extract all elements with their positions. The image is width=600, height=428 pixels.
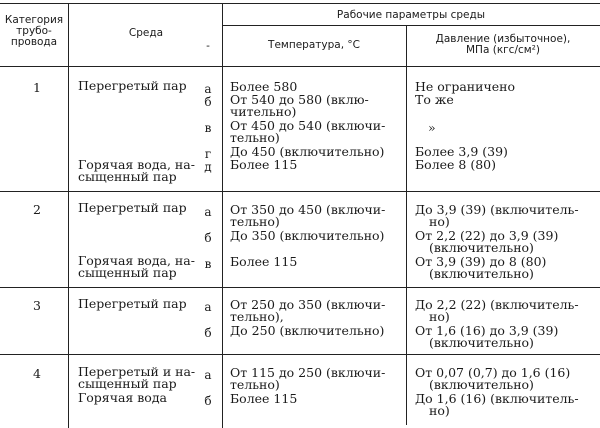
header-category: Категория трубо- провода xyxy=(4,14,64,48)
rule-top xyxy=(0,3,600,4)
pressure-cell: Более 8 (80) xyxy=(415,157,497,172)
temperature-cell: От 540 до 580 (вклю- чительно) xyxy=(230,92,369,119)
subrow-letter: а xyxy=(204,300,212,314)
pressure-cell: От 3,9 (39) до 8 (80) (включительно) xyxy=(415,254,547,281)
subrow-letter: а xyxy=(204,205,212,219)
rule-params-sub xyxy=(222,25,600,26)
temperature-cell: От 450 до 540 (включи- тельно) xyxy=(230,118,386,145)
temperature-cell: До 450 (включительно) xyxy=(230,144,385,159)
temperature-cell: Более 115 xyxy=(230,157,298,172)
medium-cell: Горячая вода, на- сыщенный пар xyxy=(78,253,195,280)
pressure-cell: От 2,2 (22) до 3,9 (39) (включительно) xyxy=(415,228,559,255)
medium-cell: Горячая вода, на- сыщенный пар xyxy=(78,157,195,184)
header-medium: Среда xyxy=(128,27,164,39)
pressure-cell: Не ограничено xyxy=(415,79,515,94)
medium-cell: Перегретый пар xyxy=(78,78,187,93)
header-temperature: Температура, °С xyxy=(268,39,360,51)
category-number: 3 xyxy=(33,298,41,313)
subrow-letter: д xyxy=(204,160,212,174)
category-number: 4 xyxy=(33,366,41,381)
medium-cell: Перегретый пар xyxy=(78,200,187,215)
temperature-cell: До 250 (включительно) xyxy=(230,323,385,338)
temperature-cell: До 350 (включительно) xyxy=(230,228,385,243)
medium-cell: Перегретый и на- сыщенный пар xyxy=(78,364,196,391)
pressure-cell: » xyxy=(428,120,436,135)
temperature-cell: От 115 до 250 (включи- тельно) xyxy=(230,365,386,392)
temperature-cell: Более 115 xyxy=(230,391,298,406)
subrow-letter: б xyxy=(204,95,212,109)
pressure-cell: То же xyxy=(415,92,454,107)
temperature-cell: От 250 до 350 (включи- тельно), xyxy=(230,297,386,324)
temperature-cell: Более 580 xyxy=(230,79,298,94)
subrow-letter: в xyxy=(204,121,212,135)
pressure-cell: До 2,2 (22) (включитель- но) xyxy=(415,297,579,324)
subrow-letter: а xyxy=(204,82,212,96)
subrow-letter: б xyxy=(204,231,212,245)
category-number: 1 xyxy=(33,80,41,95)
rule-header-bottom xyxy=(0,66,600,67)
header-dash: - xyxy=(206,40,210,52)
medium-cell: Перегретый пар xyxy=(78,296,187,311)
subrow-letter: а xyxy=(204,368,212,382)
subrow-letter: в xyxy=(204,257,212,271)
subrow-letter: г xyxy=(204,147,212,161)
medium-cell: Горячая вода xyxy=(78,390,167,405)
subrow-letter: б xyxy=(204,394,212,408)
pressure-cell: От 1,6 (16) до 3,9 (39) (включительно) xyxy=(415,323,559,350)
temperature-cell: Более 115 xyxy=(230,254,298,269)
rule-v-letter xyxy=(222,3,223,428)
header-params: Рабочие параметры среды xyxy=(336,9,486,21)
subrow-letter: б xyxy=(204,326,212,340)
rule-after-2 xyxy=(0,287,600,288)
pressure-cell: Более 3,9 (39) xyxy=(415,144,508,159)
rule-after-3 xyxy=(0,354,600,355)
pressure-cell: От 0,07 (0,7) до 1,6 (16) (включительно) xyxy=(415,365,571,392)
header-pressure: Давление (избыточное), МПа (кгс/см²) xyxy=(435,33,571,56)
rule-v-temp xyxy=(406,25,407,425)
rule-after-1 xyxy=(0,191,600,192)
category-number: 2 xyxy=(33,202,41,217)
temperature-cell: От 350 до 450 (включи- тельно) xyxy=(230,202,386,229)
pressure-cell: До 3,9 (39) (включитель- но) xyxy=(415,202,579,229)
pressure-cell: До 1,6 (16) (включитель- но) xyxy=(415,391,579,418)
